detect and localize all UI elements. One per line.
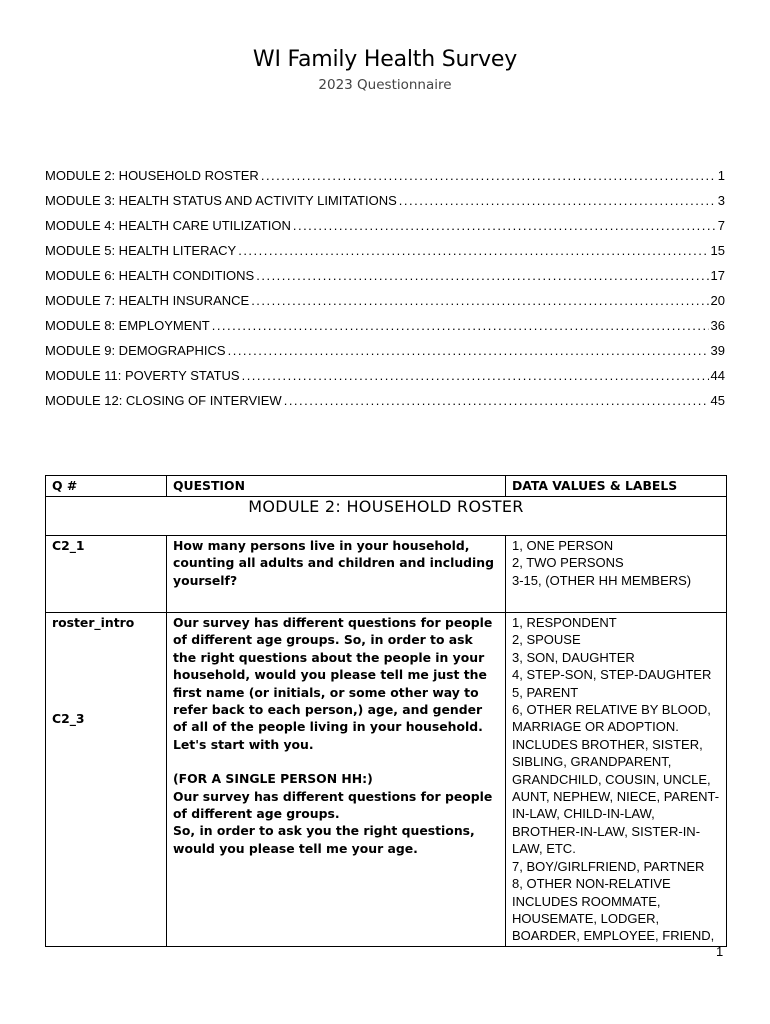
- toc-entry-page: 3: [717, 193, 725, 208]
- question-text: So, in order to ask you the right questions, would you please tell me your age.: [173, 823, 475, 856]
- toc-entry-page: 36: [710, 318, 725, 333]
- toc-entry-page: 44: [710, 368, 725, 383]
- toc-entry-label: MODULE 2: HOUSEHOLD ROSTER: [45, 168, 259, 183]
- value-label: 6, OTHER RELATIVE BY BLOOD, MARRIAGE OR ADOPTION. INCLUDES BROTHER, SISTER, SIBLING, GRANDPARENT, GRANDCHILD, COUSIN, UNCLE, AUNT, NEPHEW, NIECE, PARENT-IN-LAW, CHILD-IN-LAW, BROTHER-IN-LAW, SISTER-IN-LAW, ETC.: [512, 702, 720, 857]
- toc-leader-dots: [242, 367, 709, 385]
- value-label: 1, RESPONDENT: [512, 615, 617, 630]
- value-label: 2, SPOUSE: [512, 632, 581, 648]
- value-label: 8, OTHER NON-RELATIVE INCLUDES ROOMMATE, HOUSEMATE, LODGER, BOARDER, EMPLOYEE, FRIEND,: [512, 876, 715, 944]
- toc-entry-page: 15: [710, 243, 725, 258]
- value-label: 5, PARENT: [512, 684, 579, 700]
- toc-leader-dots: [251, 292, 708, 310]
- toc-leader-dots: [238, 242, 708, 260]
- question-id: C2_1: [46, 536, 167, 613]
- toc-entry[interactable]: [45, 392, 725, 417]
- data-values-cell: [506, 613, 727, 947]
- toc-entry[interactable]: [45, 192, 725, 217]
- toc-entry-label: MODULE 8: EMPLOYMENT: [45, 318, 210, 333]
- question-id-cell: [46, 613, 167, 947]
- module-heading: [46, 497, 727, 536]
- questionnaire-table: [45, 475, 727, 947]
- page-number: 1: [716, 944, 724, 959]
- toc-entry[interactable]: [45, 167, 725, 192]
- value-label: 7, BOY/GIRLFRIEND, PARTNER: [512, 858, 705, 874]
- toc-leader-dots: [293, 217, 716, 235]
- toc-leader-dots: [261, 167, 716, 185]
- toc-entry-label: MODULE 7: HEALTH INSURANCE: [45, 293, 250, 308]
- document-subtitle: 2023 Questionnaire: [318, 77, 452, 93]
- toc-entry[interactable]: [45, 317, 725, 342]
- toc-entry-page: 20: [710, 293, 725, 308]
- toc-entry-label: MODULE 3: HEALTH STATUS AND ACTIVITY LIMITATIONS: [45, 193, 397, 208]
- toc-leader-dots: [399, 192, 716, 210]
- question-instruction: (FOR A SINGLE PERSON HH:): [173, 771, 373, 787]
- question-text: How many persons live in your household, counting all adults and children and including yourself?: [167, 536, 506, 613]
- table-header-row: [46, 476, 727, 497]
- table-row: [46, 613, 727, 947]
- toc-entry[interactable]: [45, 367, 725, 392]
- toc-leader-dots: [256, 267, 708, 285]
- question-text: Our survey has different questions for people of different age groups.: [173, 788, 493, 822]
- toc-entry[interactable]: [45, 292, 725, 317]
- toc-entry-label: MODULE 6: HEALTH CONDITIONS: [45, 268, 255, 283]
- value-label: 1, ONE PERSON: [512, 538, 614, 553]
- question-id: roster_intro: [52, 615, 135, 630]
- toc-entry-label: MODULE 11: POVERTY STATUS: [45, 368, 240, 383]
- toc-entry[interactable]: [45, 342, 725, 367]
- toc-entry-label: MODULE 12: CLOSING OF INTERVIEW: [45, 393, 282, 408]
- value-label: 4, STEP-SON, STEP-DAUGHTER: [512, 667, 712, 683]
- document-title: WI Family Health Survey: [252, 47, 518, 72]
- question-text-cell: [167, 613, 506, 947]
- toc-entry-label: MODULE 9: DEMOGRAPHICS: [45, 343, 226, 358]
- value-label: 3, SON, DAUGHTER: [512, 649, 635, 665]
- toc-entry[interactable]: [45, 267, 725, 292]
- toc-entry-page: 45: [710, 393, 725, 408]
- column-header-question: QUESTION: [167, 476, 506, 497]
- toc-leader-dots: [228, 342, 709, 360]
- spacer: [52, 631, 160, 710]
- toc-entry-label: MODULE 4: HEALTH CARE UTILIZATION: [45, 218, 291, 233]
- toc-entry-page: 39: [710, 343, 725, 358]
- question-id: C2_3: [52, 711, 85, 727]
- value-label: 3-15, (OTHER HH MEMBERS): [512, 572, 692, 588]
- toc-entry-label: MODULE 5: HEALTH LITERACY: [45, 243, 237, 258]
- toc-entry-page: 17: [710, 268, 725, 283]
- toc-entry-page: 7: [717, 218, 725, 233]
- column-header-data-values: DATA VALUES & LABELS: [506, 476, 727, 497]
- toc-leader-dots: [284, 392, 709, 410]
- toc-entry-page: 1: [717, 168, 725, 183]
- column-header-q-number: Q #: [46, 476, 167, 497]
- toc-entry[interactable]: [45, 242, 725, 267]
- toc-leader-dots: [212, 317, 709, 335]
- question-text: Our survey has different questions for people of different age groups. So, in order to ask the right questions about the people in your household, would you please tell me just the first name (or initials, or some other way to refer back to each person,) age, and gender of all of the people living in your household. Let's start with you.: [173, 615, 493, 752]
- table-row: [46, 536, 727, 613]
- module-heading-text: MODULE 2: HOUSEHOLD ROSTER: [248, 497, 524, 516]
- module-heading-row: [46, 497, 727, 536]
- data-values-cell: [506, 536, 727, 613]
- toc-entry[interactable]: [45, 217, 725, 242]
- table-of-contents: [45, 167, 725, 417]
- value-label: 2, TWO PERSONS: [512, 555, 624, 571]
